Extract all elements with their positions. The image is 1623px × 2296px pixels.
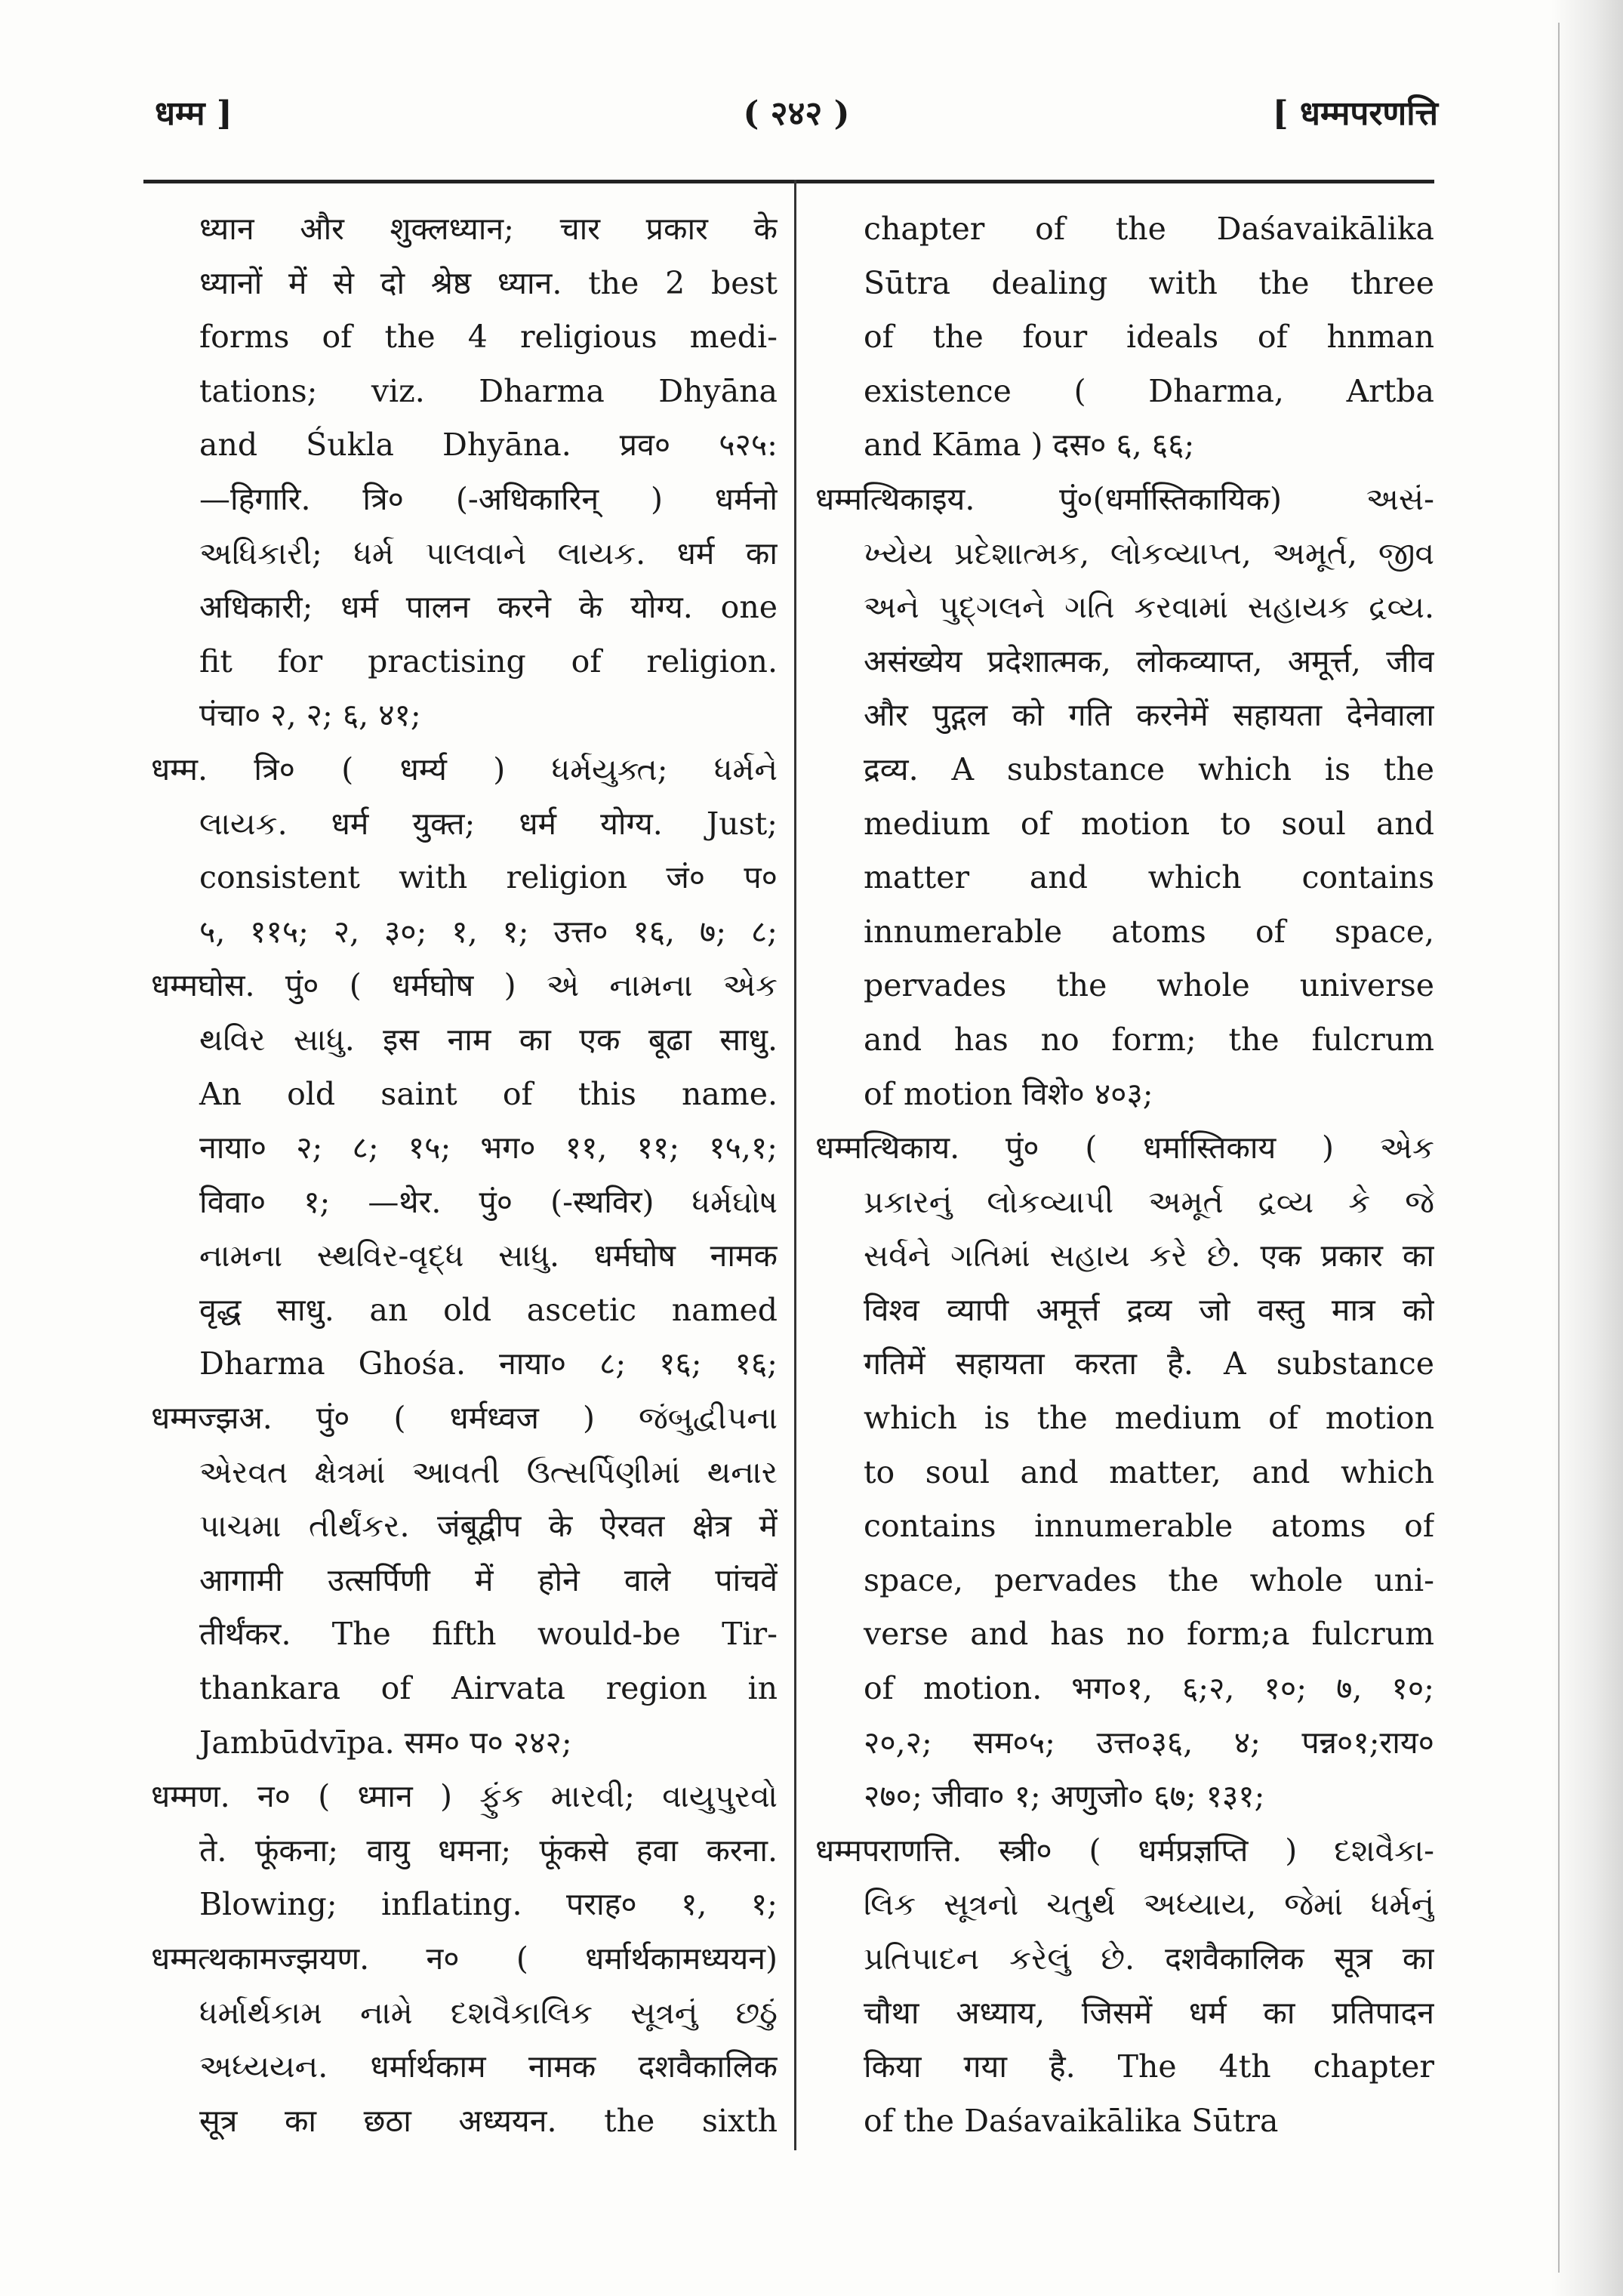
entry-headword-line: धम्मण. न० ( ध्मान ) ફુંક મારવી; વાયુપુરવો: [151, 1778, 778, 1815]
text-line: લિક સૂત્રનો ચતુર્થ અધ્યાય, જેમાં ધર્મનું: [864, 1886, 1434, 1923]
text-line: નામના સ્થવિર-વૃદ્ધ સાધુ. धर्मघोष नामक: [199, 1237, 778, 1274]
entry-headword-line: धम्मत्थिकाइय. पुं०(धर्मास्तिकायिक) અસં-: [815, 480, 1434, 517]
text-line: वृद्ध साधु. an old ascetic named: [199, 1291, 778, 1328]
text-line: to soul and matter, and which: [864, 1453, 1434, 1490]
text-line: pervades the whole universe: [864, 967, 1434, 1004]
text-line: contains innumerable atoms of: [864, 1508, 1434, 1545]
text-line: and Śukla Dhyāna. प्रव० ५२५:: [199, 427, 778, 464]
text-line: fit for practising of religion.: [199, 643, 778, 680]
text-line: विवा० १; —थेर. पुं० (-स्थविर) ધર્મઘોષ: [199, 1183, 778, 1220]
text-line: आगामी उत्सर्पिणी में होने वाले पांचवें: [199, 1561, 778, 1598]
text-line: ध्यानों में से दो श्रेष्ठ ध्यान. the 2 best: [199, 264, 778, 301]
text-line: of motion विशे० ४०३;: [864, 1075, 1153, 1112]
text-line: space, pervades the whole uni-: [864, 1561, 1434, 1598]
text-line: અધિકારી; ધર્મ પાલવાને લાયક. धर्म का: [199, 535, 778, 572]
right-column: [815, 202, 1434, 2148]
text-line: असंख्येय प्रदेशात्मक, लोकव्याप्त, अमूर्त्त, जीव: [864, 643, 1434, 680]
page-edge-line: [1558, 23, 1560, 2273]
text-line: of motion. भग०१, ६;२, १०; ७, १०;: [864, 1670, 1434, 1707]
text-line: of the four ideals of hnman: [864, 319, 1434, 356]
text-line: verse and has no form;a fulcrum: [864, 1616, 1434, 1653]
page-number: ( २४२ ): [743, 94, 850, 133]
text-line: and Kāma ) दस० ६, ६६;: [864, 427, 1195, 464]
text-line: innumerable atoms of space,: [864, 913, 1434, 950]
text-line: २७०; जीवा० १; अणुजो० ६७; १३१;: [864, 1778, 1265, 1815]
text-line: अधिकारी; धर्म पालन करने के योग्य. one: [199, 589, 778, 626]
text-line: Sūtra dealing with the three: [864, 264, 1434, 301]
text-line: tations; viz. Dharma Dhyāna: [199, 372, 778, 409]
page-header: [0, 89, 1623, 142]
text-line: विश्व व्यापी अमूर्त्त द्रव्य जो वस्तु मात्र को: [864, 1291, 1434, 1328]
text-line: forms of the 4 religious medi-: [199, 319, 778, 356]
text-line: પ્રતિપાદન કરેલું છે. दशवैकालिक सूत्र का: [864, 1940, 1434, 1977]
text-line: ५, ११५; २, ३०; १, १; उत्त० १६, ७; ८;: [199, 913, 778, 950]
text-line: પ્રકારનું લોકવ્યાપી અમૂર્ત દ્રવ્ય કે જે: [864, 1183, 1434, 1220]
text-line: ते. फूंकना; वायु धमना; फूंकसे हवा करना.: [199, 1832, 778, 1869]
entry-headword-line: धम्मघोस. पुं० ( धर्मघोष ) એ નામના એક: [151, 967, 778, 1004]
text-line: અને પુદ્ગલને ગતિ કરવામાં સહાયક દ્રવ્ય.: [864, 589, 1434, 626]
text-line: Dharma Ghośa. नाया० ८; १६; १६;: [199, 1345, 778, 1382]
entry-headword-line: धम्म. त्रि० ( धर्म्य ) ધર્મયુક્ત; ધર્મને: [151, 750, 778, 787]
header-left-guide-word: धम्म ]: [155, 94, 233, 133]
header-rule: [143, 180, 1434, 183]
text-line: सूत्र का छठा अध्ययन. the sixth: [199, 2102, 778, 2139]
text-line: चौथा अध्याय, जिसमें धर्म का प्रतिपादन: [864, 1994, 1434, 2031]
left-column: [151, 202, 778, 2148]
text-line: સર્વને ગતિમાં સહાય કરે છે. एक प्रकार का: [864, 1237, 1434, 1274]
text-line: नाया० २; ८; १५; भग० ११, ११; १५,१;: [199, 1130, 778, 1166]
text-line: किया गया है. The 4th chapter: [864, 2048, 1434, 2085]
text-line: thankara of Airvata region in: [199, 1670, 778, 1707]
text-line: ખ્યેય પ્રદેશાત્મક, લોકવ્યાપ્ત, અમૂર્ત, જીવ: [864, 535, 1434, 572]
text-line: ધર્માર્થકામ નામે દશવૈકાલિક સૂત્રનું છઠું: [199, 1994, 778, 2031]
text-line: matter and which contains: [864, 859, 1434, 896]
column-divider: [794, 180, 796, 2150]
text-line: એરવત ક્ષેત્રમાં આવતી ઉત્સર્પિણીમાં થનાર: [199, 1453, 778, 1490]
text-line: An old saint of this name.: [199, 1075, 778, 1112]
text-line: —हिगारि. त्रि० (-अधिकारिन् ) धर्मनो: [199, 480, 778, 517]
text-line: Blowing; inflating. पराह० १, १;: [199, 1886, 778, 1923]
text-line: થવિર સાધુ. इस नाम का एक बूढा साधु.: [199, 1021, 778, 1058]
entry-headword-line: धम्मज्झअ. पुं० ( धर्मध्वज ) જંબુદ્વીપના: [151, 1400, 778, 1437]
text-line: तीर्थंकर. The fifth would-be Tir-: [199, 1616, 778, 1653]
page-edge-shadow: [1551, 0, 1623, 2296]
text-line: and has no form; the fulcrum: [864, 1021, 1434, 1058]
text-line: medium of motion to soul and: [864, 805, 1434, 842]
text-line: અધ્યયન. धर्मार्थकाम नामक दशवैकालिक: [199, 2048, 778, 2085]
text-line: और पुद्गल को गति करनेमें सहायता देनेवाला: [864, 697, 1434, 734]
text-line: which is the medium of motion: [864, 1400, 1434, 1437]
text-line: consistent with religion जं० प०: [199, 859, 778, 896]
entry-headword-line: धम्मपराणत्ति. स्त्री० ( धर्मप्रज्ञप्ति ) દશવૈકા-: [815, 1832, 1434, 1869]
header-right-guide-word: [ धम्मपरणत्ति: [1272, 94, 1438, 133]
entry-headword-line: धम्मत्थिकाय. पुं० ( धर्मास्तिकाय ) એક: [815, 1130, 1434, 1166]
text-line: २०,२; सम०५; उत्त०३६, ४; पन्न०१;राय०: [864, 1724, 1434, 1761]
text-line: of the Daśavaikālika Sūtra: [864, 2102, 1279, 2139]
text-line: પાચમા તીર્થંકર. जंबूद्वीप के ऐरवत क्षेत्र में: [199, 1508, 778, 1545]
text-line: पंचा० २, २; ६, ४१;: [199, 697, 421, 734]
text-line: લાયક. धर्म युक्त; धर्म योग्य. Just;: [199, 805, 778, 842]
text-line: Jambūdvīpa. सम० प० २४२;: [199, 1724, 572, 1761]
entry-headword-line: धम्मत्थकामज्झयण. न० ( धर्मार्थकामध्ययन): [151, 1940, 778, 1977]
text-line: गतिमें सहायता करता है. A substance: [864, 1345, 1434, 1382]
text-line: chapter of the Daśavaikālika: [864, 211, 1434, 247]
text-line: ध्यान और शुक्लध्यान; चार प्रकार के: [199, 211, 778, 247]
text-line: द्रव्य. A substance which is the: [864, 750, 1434, 787]
text-line: existence ( Dharma, Artba: [864, 372, 1434, 409]
